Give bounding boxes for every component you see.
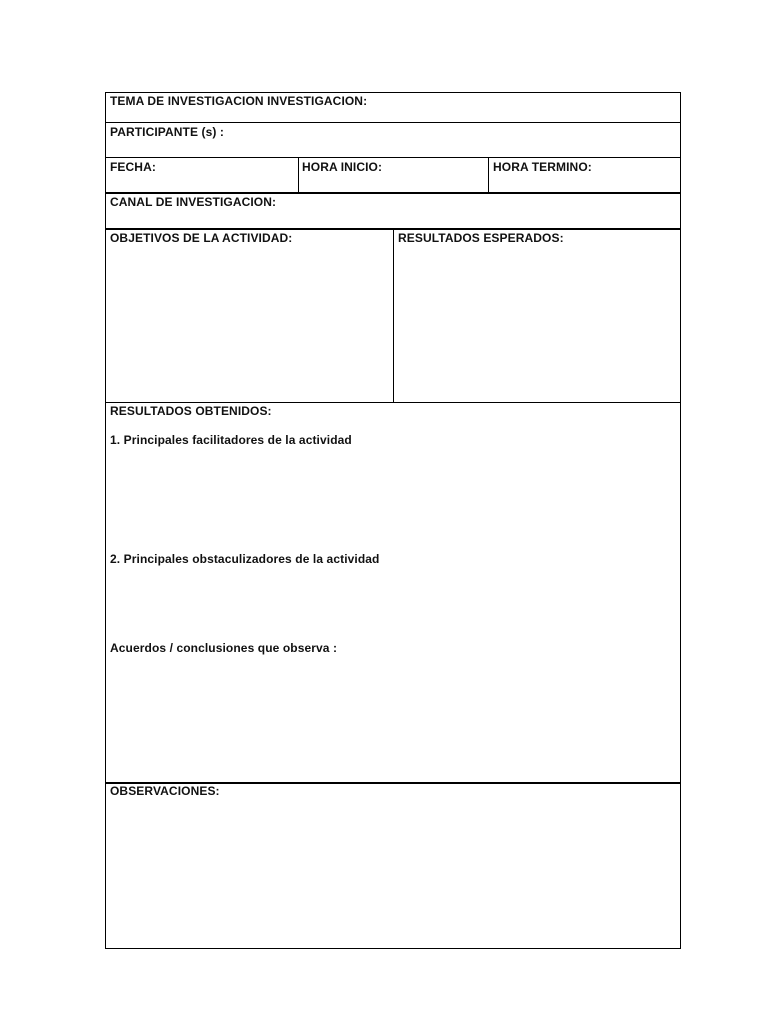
canal-label: CANAL DE INVESTIGACION:	[110, 195, 277, 209]
row-divider-fecha	[106, 192, 680, 194]
hora-inicio-label: HORA INICIO:	[302, 160, 383, 174]
col-divider-fecha	[298, 157, 299, 192]
hora-termino-label: HORA TERMINO:	[493, 160, 592, 174]
investigation-form	[105, 92, 681, 949]
row-divider-tema	[106, 122, 680, 123]
objetivos-label: OBJETIVOS DE LA ACTIVIDAD:	[110, 231, 293, 245]
tema-label: TEMA DE INVESTIGACION INVESTIGACION:	[110, 94, 368, 108]
obstaculizadores-label: 2. Principales obstaculizadores de la actividad	[110, 552, 380, 566]
participante-label: PARTICIPANTE (s) :	[110, 125, 225, 139]
resultados-obtenidos-label: RESULTADOS OBTENIDOS:	[110, 404, 272, 418]
acuerdos-label: Acuerdos / conclusiones que observa :	[110, 641, 338, 655]
row-divider-objetivos	[106, 402, 680, 403]
col-divider-hora	[488, 157, 489, 192]
col-divider-objetivos	[393, 229, 394, 402]
observaciones-label: OBSERVACIONES:	[110, 784, 220, 798]
fecha-label: FECHA:	[110, 160, 156, 174]
resultados-esperados-label: RESULTADOS ESPERADOS:	[398, 231, 564, 245]
row-divider-participante	[106, 157, 680, 158]
facilitadores-label: 1. Principales facilitadores de la actividad	[110, 433, 352, 447]
